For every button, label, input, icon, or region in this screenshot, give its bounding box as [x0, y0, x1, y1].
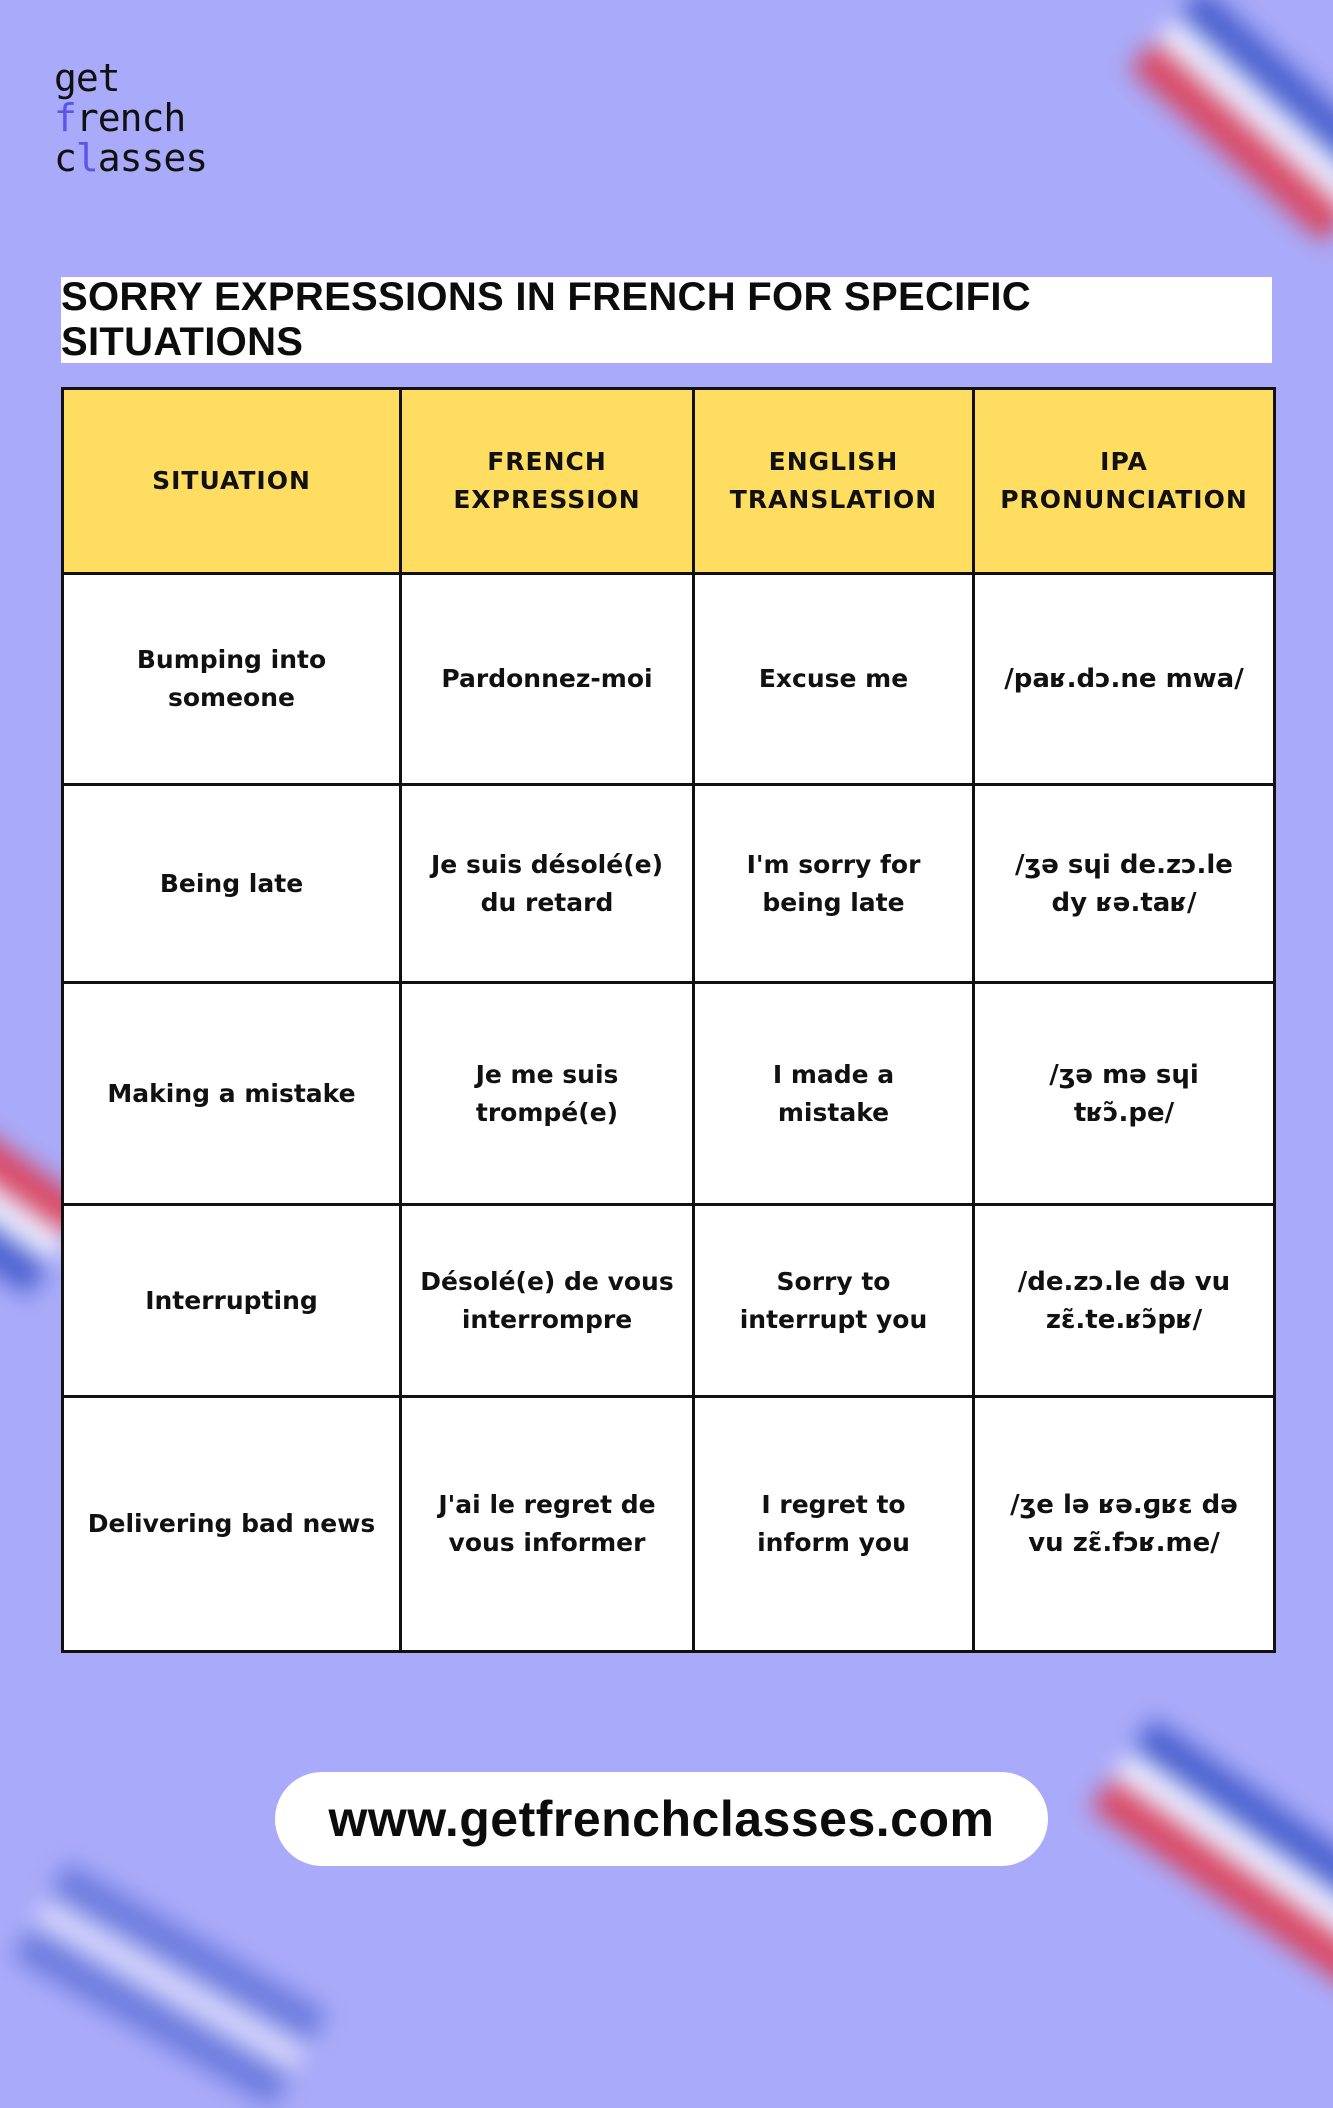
- cell-line: Being late: [159, 868, 304, 898]
- cell-line: J'ai le regret de: [438, 1490, 656, 1519]
- cell-line: zɛ̃.te.ʁɔ̃pʁ/: [1045, 1304, 1203, 1335]
- cell-french-expression: [401, 574, 694, 785]
- cell-line: I regret to: [761, 1490, 906, 1519]
- table-header-row: [63, 389, 1275, 574]
- header-situation: [63, 389, 401, 574]
- expressions-table: [61, 387, 1276, 1653]
- cell-line: Making a mistake: [107, 1078, 356, 1108]
- cell-line: Je me suis: [475, 1059, 619, 1089]
- cell-ipa-pronunciation: [974, 983, 1275, 1205]
- cell-line: vous informer: [448, 1528, 646, 1557]
- cell-english-translation: [694, 983, 974, 1205]
- cell-ipa-pronunciation: [974, 1397, 1275, 1652]
- cell-line: vu zɛ̃.fɔʁ.me/: [1028, 1528, 1220, 1558]
- header-french-expression: [401, 389, 694, 574]
- table-row: [63, 574, 1275, 785]
- cell-situation: [63, 1205, 401, 1397]
- cell-line: EXPRESSION: [453, 485, 641, 514]
- cell-line: trompé(e): [475, 1097, 619, 1127]
- cell-line: TRANSLATION: [729, 485, 938, 514]
- cell-situation: [63, 1397, 401, 1652]
- cell-line: I'm sorry for: [746, 849, 921, 879]
- cell-french-expression: [401, 1397, 694, 1652]
- cell-english-translation: [694, 574, 974, 785]
- logo-line-3: classes: [54, 136, 208, 180]
- header-english-translation: [694, 389, 974, 574]
- cell-line: dy ʁə.taʁ/: [1051, 887, 1197, 918]
- title-banner: [61, 277, 1272, 363]
- cell-line: /ʒe lə ʁə.ɡʁɛ də: [1010, 1490, 1238, 1520]
- website-pill[interactable]: [275, 1772, 1048, 1866]
- header-ipa-pronunciation: [974, 389, 1275, 574]
- flag-ribbon-bottom-right: [1090, 1718, 1333, 1992]
- logo-line-2: french: [54, 96, 186, 140]
- brand-logo: [54, 56, 208, 180]
- cell-english-translation: [694, 785, 974, 983]
- cell-ipa-pronunciation: [974, 574, 1275, 785]
- cell-english-translation: [694, 1397, 974, 1652]
- cell-french-expression: [401, 983, 694, 1205]
- table-row: [63, 1397, 1275, 1652]
- cell-line: I made a: [772, 1059, 895, 1089]
- cell-line: interrupt you: [739, 1304, 928, 1334]
- cell-line: interrompre: [461, 1304, 633, 1334]
- cell-line: Désolé(e) de vous: [420, 1266, 674, 1296]
- cell-french-expression: [401, 1205, 694, 1397]
- cell-line: Sorry to: [776, 1266, 891, 1296]
- cell-situation: [63, 574, 401, 785]
- cell-line: Pardonnez-moi: [441, 664, 653, 693]
- cell-english-translation: [694, 1205, 974, 1397]
- cell-line: IPA: [1100, 447, 1148, 476]
- cell-line: PRONUNCIATION: [1000, 485, 1248, 514]
- cell-line: /de.zɔ.le də vu: [1017, 1266, 1231, 1297]
- cell-line: mistake: [777, 1097, 890, 1127]
- cell-ipa-pronunciation: [974, 1205, 1275, 1397]
- cell-line: FRENCH: [487, 447, 607, 476]
- cell-line: Interrupting: [145, 1285, 318, 1315]
- cell-ipa-pronunciation: [974, 785, 1275, 983]
- cell-line: SITUATION: [152, 466, 311, 495]
- flag-ribbon-bottom-left: [13, 1862, 328, 2107]
- cell-line: Delivering bad news: [87, 1509, 376, 1538]
- cell-french-expression: [401, 785, 694, 983]
- page-title: SORRY EXPRESSIONS IN FRENCH FOR SPECIFIC SITUATIONS: [61, 275, 1031, 364]
- cell-line: /paʁ.dɔ.ne mwa/: [1004, 664, 1244, 694]
- cell-line: inform you: [757, 1528, 910, 1557]
- website-url[interactable]: www.getfrenchclasses.com: [328, 1791, 995, 1847]
- cell-line: Excuse me: [758, 664, 909, 693]
- table-row: [63, 1205, 1275, 1397]
- flag-ribbon-top-right: [1130, 0, 1333, 243]
- cell-line: ENGLISH: [768, 447, 899, 476]
- cell-line: /ʒə sɥi de.zɔ.le: [1015, 849, 1233, 880]
- table-row: [63, 983, 1275, 1205]
- cell-line: being late: [762, 887, 905, 917]
- cell-line: tʁɔ̃.pe/: [1073, 1097, 1175, 1128]
- cell-line: someone: [168, 683, 295, 712]
- cell-line: Je suis désolé(e): [430, 849, 664, 879]
- cell-situation: [63, 785, 401, 983]
- cell-line: du retard: [480, 887, 614, 917]
- cell-line: Bumping into: [136, 645, 327, 674]
- cell-situation: [63, 983, 401, 1205]
- cell-line: /ʒə mə sɥi: [1049, 1059, 1199, 1090]
- logo-line-1: get: [54, 56, 120, 100]
- table-row: [63, 785, 1275, 983]
